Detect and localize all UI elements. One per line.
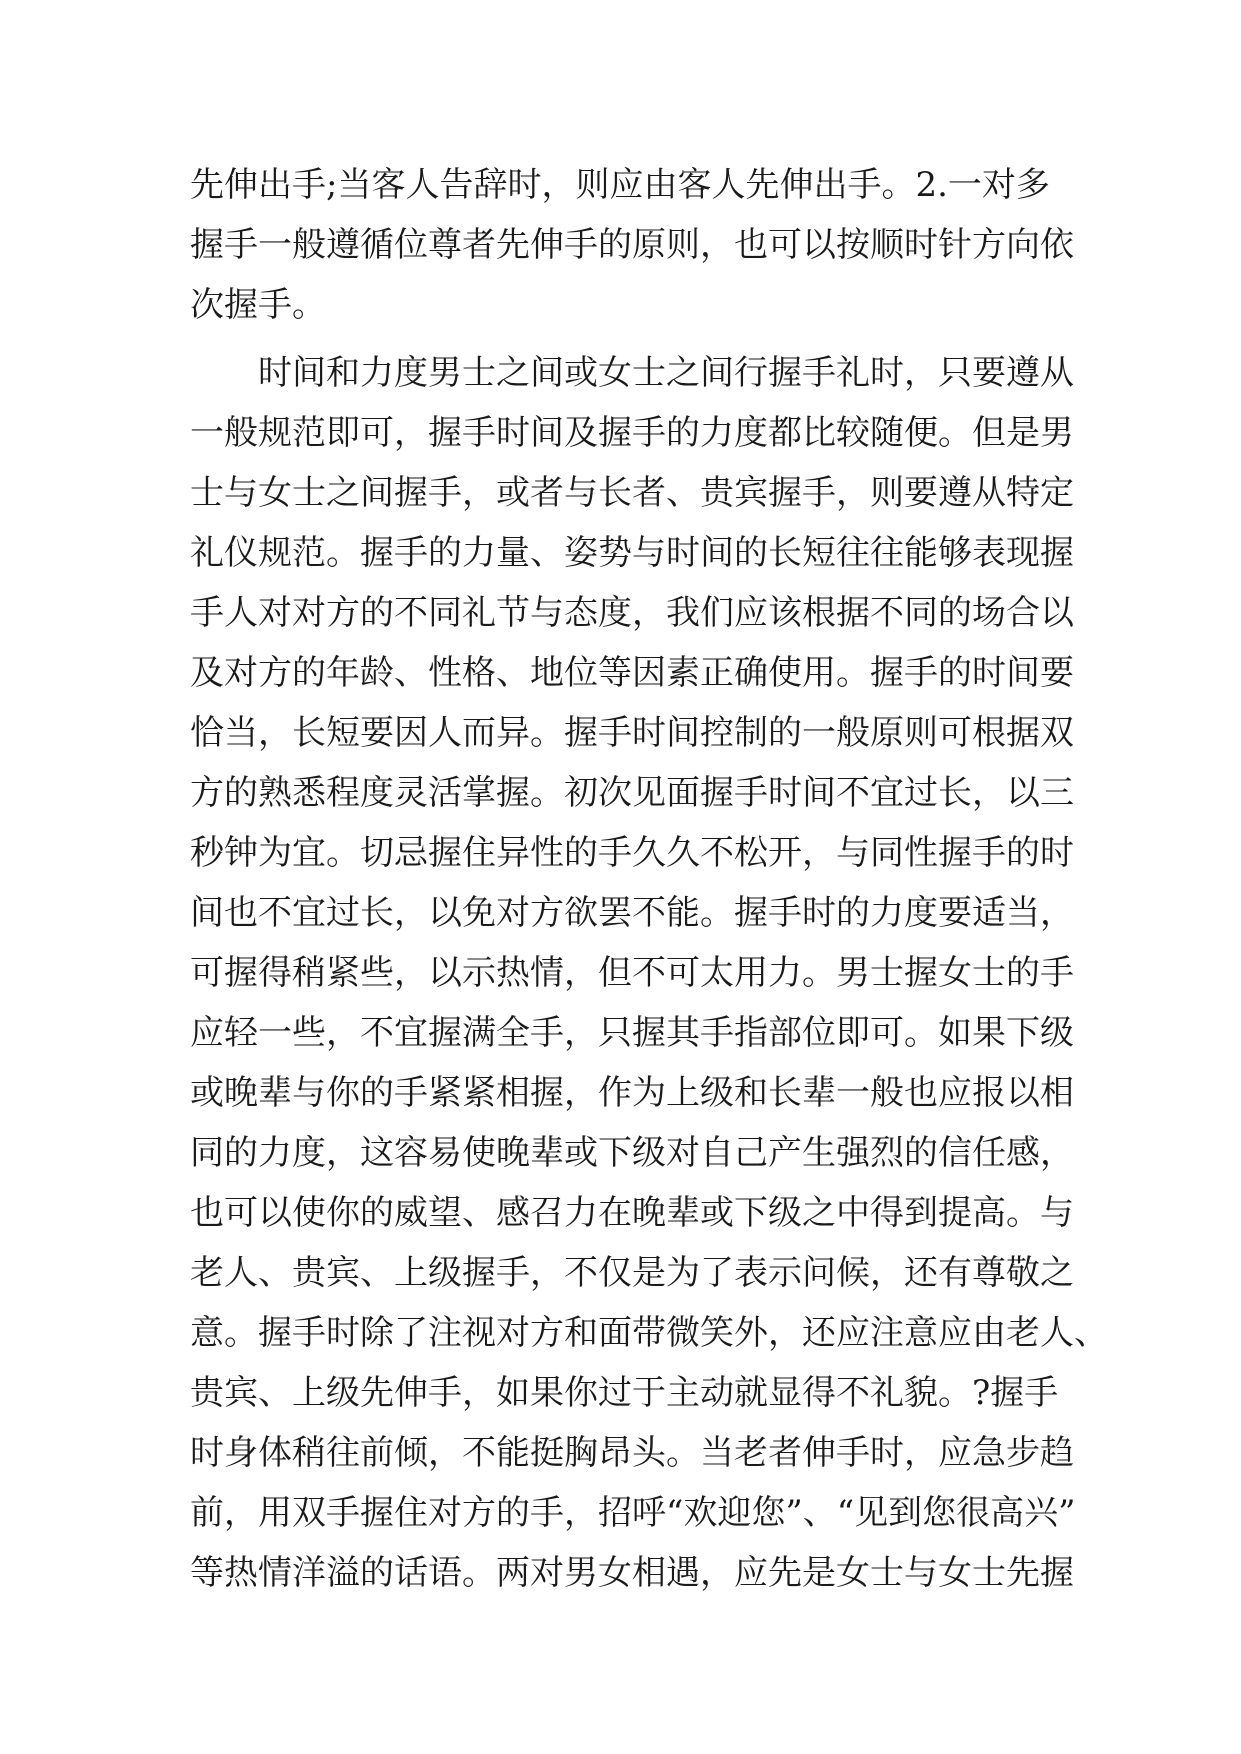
text-line: 意。握手时除了注视对方和面带微笑外，还应注意应由老人、 bbox=[190, 1313, 1108, 1353]
text-line: 也可以使你的威望、感召力在晚辈或下级之中得到提高。与 bbox=[190, 1193, 1074, 1233]
text-line: 前，用双手握住对方的手，招呼“欢迎您”、“见到您很高兴” bbox=[190, 1493, 1076, 1533]
text-line: 秒钟为宜。切忌握住异性的手久久不松开，与同性握手的时 bbox=[190, 833, 1074, 873]
text-line: 等热情洋溢的话语。两对男女相遇，应先是女士与女士先握 bbox=[190, 1553, 1074, 1593]
text-line: 同的力度，这容易使晚辈或下级对自己产生强烈的信任感， bbox=[190, 1133, 1074, 1173]
paragraph-spacer bbox=[190, 335, 1060, 343]
text-line: 先伸出手;当客人告辞时，则应由客人先伸出手。2.一对多 bbox=[190, 165, 1050, 205]
text-line: 及对方的年龄、性格、地位等因素正确使用。握手的时间要 bbox=[190, 653, 1074, 693]
text-line: 士与女士之间握手，或者与长者、贵宾握手，则要遵从特定 bbox=[190, 473, 1074, 513]
text-line: 老人、贵宾、上级握手，不仅是为了表示问候，还有尊敬之 bbox=[190, 1253, 1074, 1293]
paragraph-2 bbox=[190, 343, 1108, 1603]
document-body bbox=[190, 155, 1108, 1603]
text-line: 时间和力度男士之间或女士之间行握手礼时，只要遵从 bbox=[190, 353, 1074, 393]
text-line: 一般规范即可，握手时间及握手的力度都比较随便。但是男 bbox=[190, 413, 1074, 453]
text-line: 握手一般遵循位尊者先伸手的原则，也可以按顺时针方向依 bbox=[190, 225, 1074, 265]
text-line: 时身体稍往前倾，不能挺胸昂头。当老者伸手时，应急步趋 bbox=[190, 1433, 1074, 1473]
text-line: 间也不宜过长，以免对方欲罢不能。握手时的力度要适当， bbox=[190, 893, 1074, 933]
text-line: 手人对对方的不同礼节与态度，我们应该根据不同的场合以 bbox=[190, 593, 1074, 633]
text-line: 可握得稍紧些，以示热情，但不可太用力。男士握女士的手 bbox=[190, 953, 1074, 993]
text-line: 次握手。 bbox=[190, 285, 326, 325]
text-line: 方的熟悉程度灵活掌握。初次见面握手时间不宜过长，以三 bbox=[190, 773, 1074, 813]
paragraph-1 bbox=[190, 155, 1074, 335]
text-line: 或晚辈与你的手紧紧相握，作为上级和长辈一般也应报以相 bbox=[190, 1073, 1074, 1113]
text-line: 贵宾、上级先伸手，如果你过于主动就显得不礼貌。?握手 bbox=[190, 1373, 1059, 1413]
text-line: 礼仪规范。握手的力量、姿势与时间的长短往往能够表现握 bbox=[190, 533, 1074, 573]
text-line: 恰当，长短要因人而异。握手时间控制的一般原则可根据双 bbox=[190, 713, 1074, 753]
text-line: 应轻一些，不宜握满全手，只握其手指部位即可。如果下级 bbox=[190, 1013, 1074, 1053]
